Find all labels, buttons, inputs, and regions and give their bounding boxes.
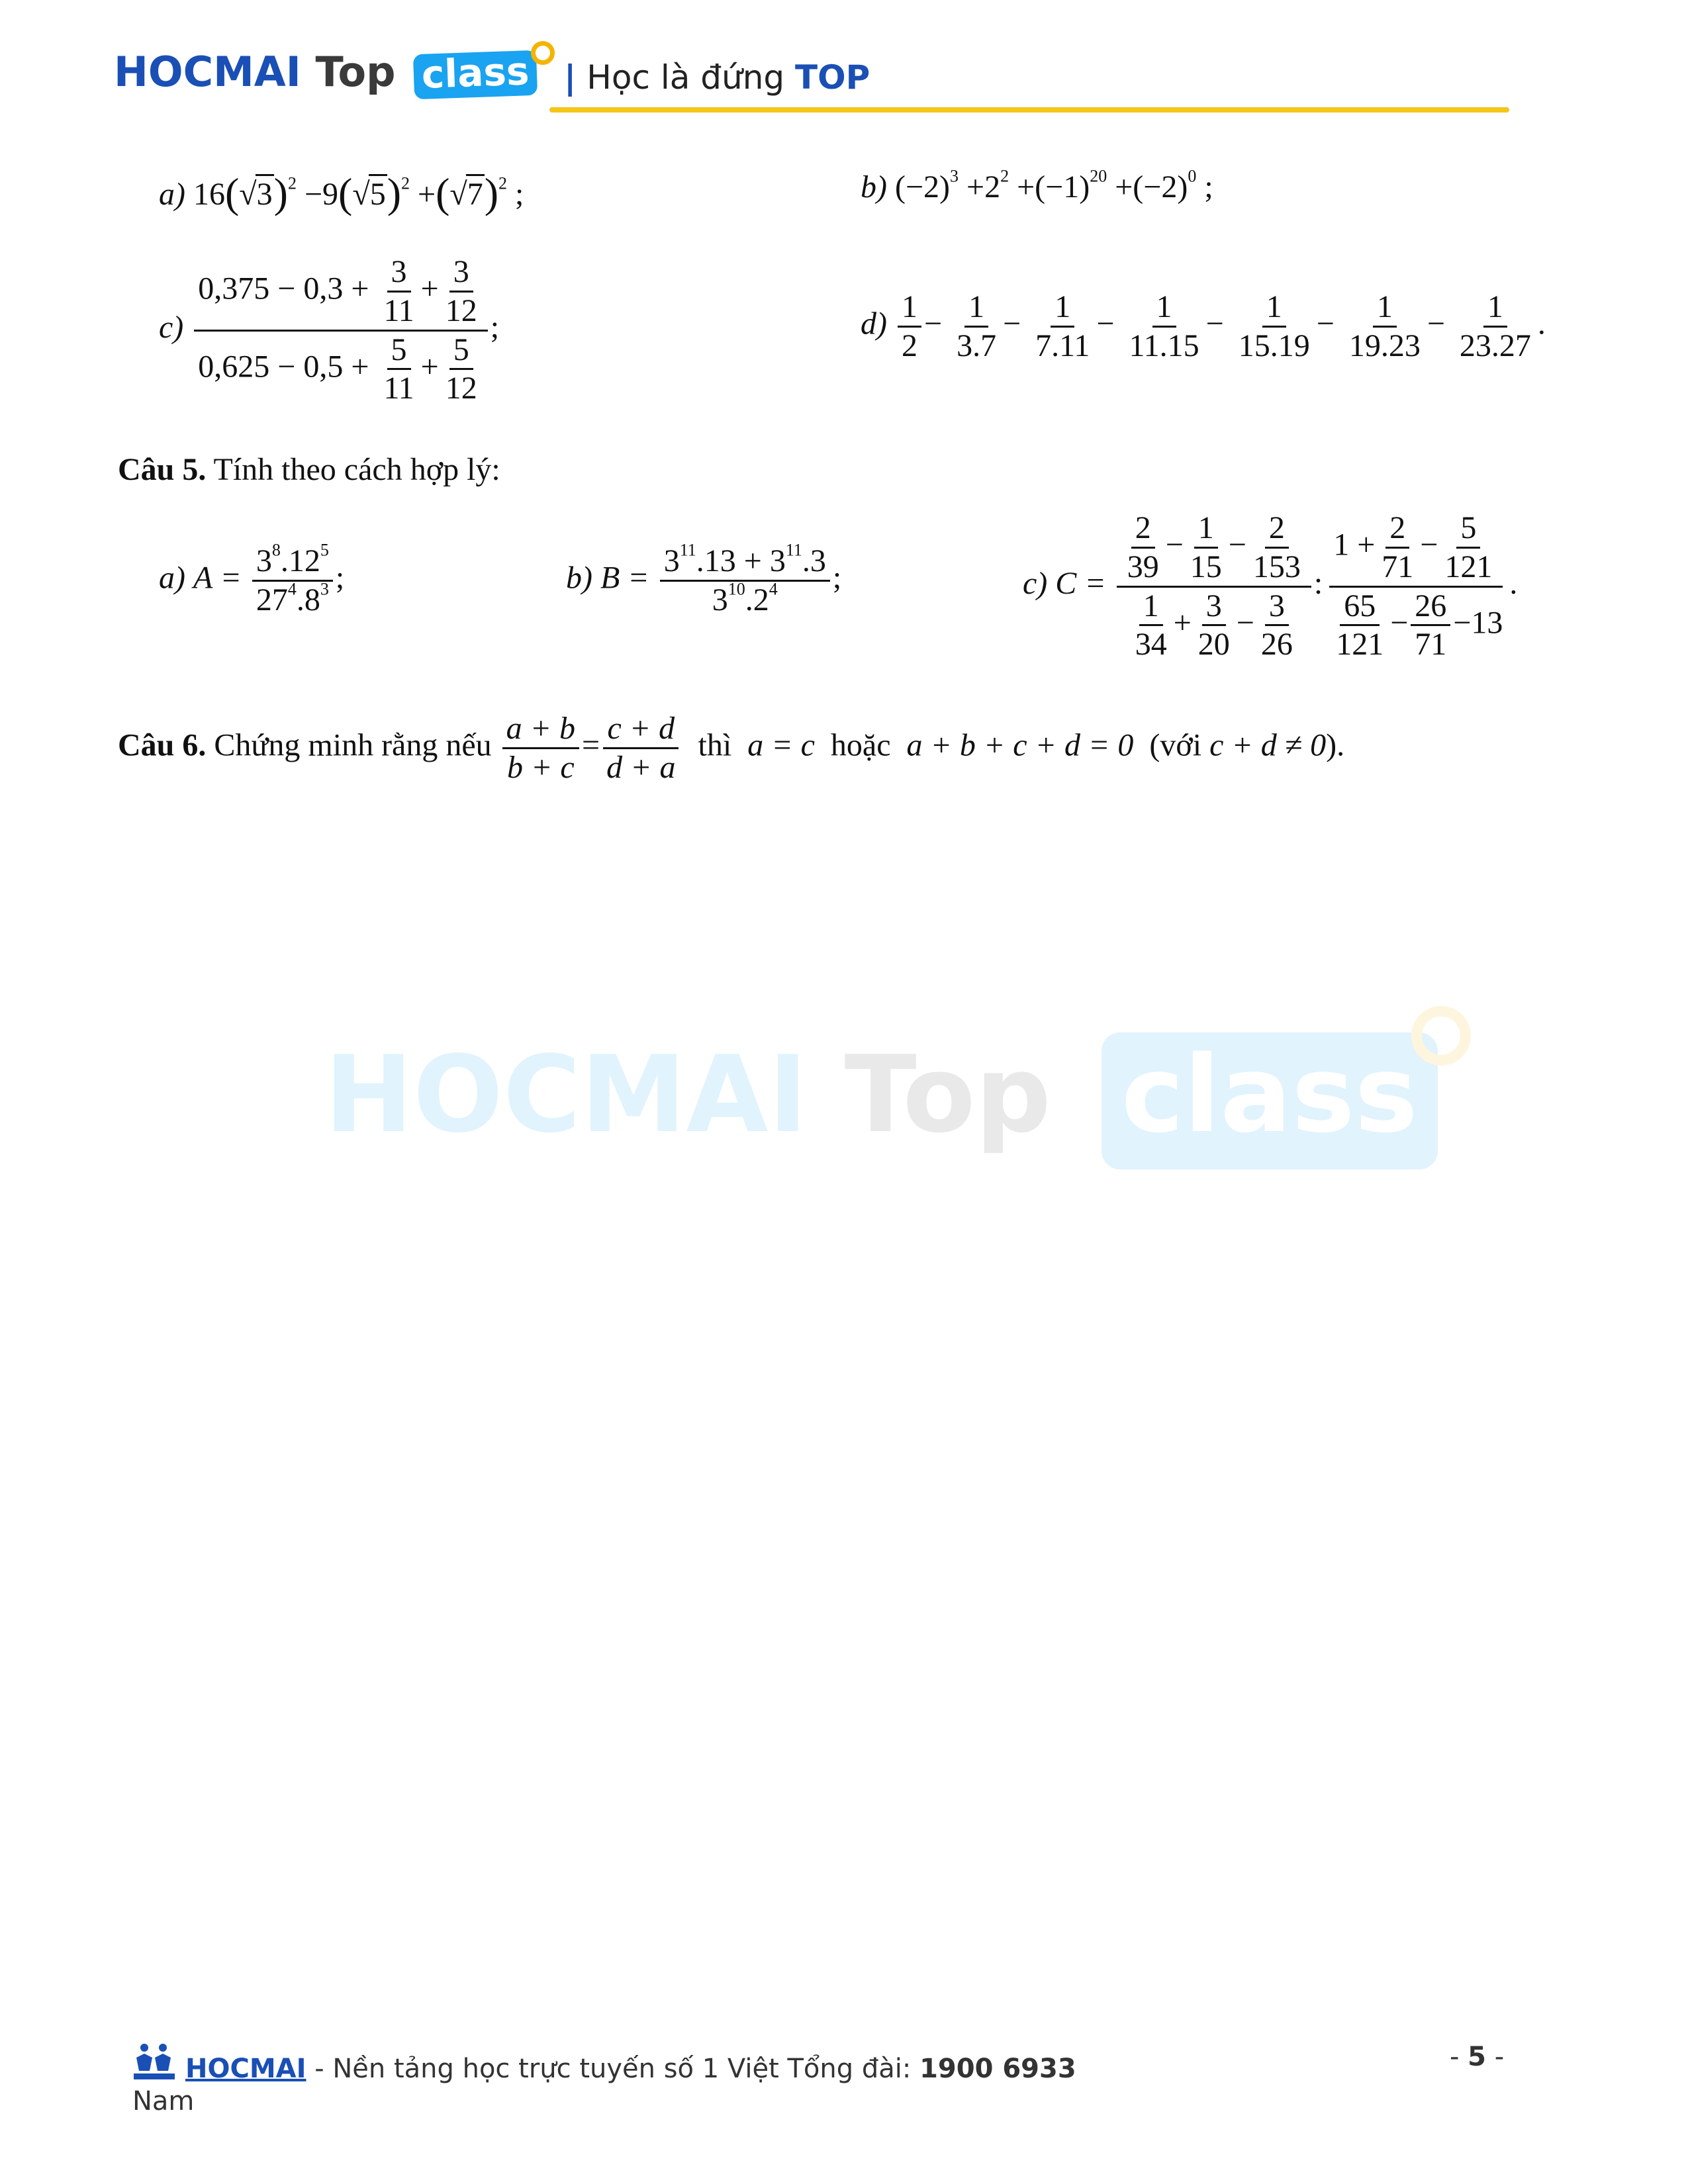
- base: 27: [256, 582, 288, 617]
- page-number: [1450, 2042, 1504, 2072]
- fraction-5c-right: [1325, 511, 1507, 662]
- exp-b2: 2: [1000, 166, 1009, 186]
- fraction-numerator: 2: [1385, 511, 1409, 549]
- hocmai-logo-icon: [132, 2042, 176, 2088]
- fraction-denominator: 121: [1336, 627, 1384, 662]
- logo-top-text: Top: [315, 48, 396, 96]
- radicand-7: 7: [466, 174, 485, 212]
- base: 3: [663, 543, 680, 578]
- fraction-4c-numerator: 0,375 − 0,3 + $\frac{3}{11}$ + $\frac{3}{12}$: [194, 255, 487, 332]
- fraction-numerator: 1: [1262, 290, 1286, 328]
- fraction: [379, 255, 418, 328]
- middle: .13 + 3: [696, 543, 786, 578]
- question-5-heading: [118, 451, 500, 488]
- fraction-denominator: 153: [1252, 549, 1301, 584]
- fraction-d-term: [1235, 290, 1314, 363]
- fraction-denominator: b + c: [507, 749, 575, 785]
- base: .12: [280, 543, 320, 578]
- exponent: 5: [320, 540, 329, 560]
- fraction-d-term: [1345, 290, 1425, 363]
- fraction-denominator: 11: [383, 293, 414, 328]
- fraction-numerator: 5: [449, 333, 473, 371]
- fraction: [1332, 589, 1387, 662]
- fraction-denominator: 12: [445, 371, 477, 406]
- note-close: ).: [1326, 727, 1345, 763]
- fraction-denominator: 7.11: [1035, 328, 1090, 363]
- fraction: [379, 333, 418, 406]
- fraction-numerator: 1: [1152, 290, 1176, 328]
- end-5a: ;: [335, 560, 345, 596]
- end-4d: .: [1537, 306, 1546, 341]
- minus-op: −: [1427, 306, 1445, 341]
- base: 3: [256, 543, 272, 578]
- page-suffix: -: [1486, 2042, 1505, 2072]
- fraction-numerator: 1: [1051, 290, 1074, 328]
- question-5b: [566, 540, 842, 617]
- exponent: 4: [287, 579, 297, 599]
- end-4a: ;: [515, 177, 524, 212]
- footer: [132, 2042, 1076, 2088]
- fraction-denominator: 15: [1190, 549, 1222, 584]
- fraction-denominator: d + a: [606, 749, 676, 785]
- fraction-d-term: [953, 290, 1000, 363]
- fraction-numerator: 5: [1456, 511, 1480, 549]
- problem-4b: [861, 166, 1213, 205]
- or-word: hoặc: [830, 727, 891, 763]
- exp-a3: 2: [498, 173, 508, 193]
- fraction-denominator: 19.23: [1348, 328, 1421, 363]
- fraction-denominator: [252, 579, 333, 617]
- fraction: [1194, 589, 1234, 662]
- fraction-5c-left: [1117, 511, 1311, 662]
- minus-op: −: [1316, 306, 1335, 341]
- fraction-numerator: 3: [1202, 589, 1226, 627]
- question-5-label: Câu 5.: [118, 452, 207, 487]
- fraction-numerator: [660, 540, 830, 582]
- watermark-hocmai: HOCMAI: [324, 1032, 808, 1156]
- fraction: [442, 255, 481, 328]
- end-5b: ;: [832, 560, 842, 596]
- exp-b4: 0: [1188, 166, 1197, 186]
- term-b1: (−2): [894, 169, 951, 205]
- label-4d: d): [861, 306, 887, 341]
- footer-text: - Nền tảng học trực tuyến số 1 Việt: [306, 2054, 788, 2084]
- minus-op: −: [923, 306, 943, 341]
- fraction-numerator: a + b: [502, 711, 579, 749]
- base: .2: [745, 582, 769, 617]
- fraction-d-term: [1456, 290, 1535, 363]
- fraction-numerator: 1: [898, 290, 921, 328]
- fraction-d-term: [1031, 290, 1094, 363]
- fraction-numerator: [252, 540, 333, 582]
- fraction-denominator: [708, 579, 782, 617]
- label-4a: a): [159, 177, 185, 212]
- end-4c: ;: [490, 310, 500, 345]
- term-b3: +(−1): [1017, 169, 1090, 205]
- problem-4c: [159, 255, 499, 406]
- exponent: 11: [785, 540, 802, 560]
- footer-line-2: Nam: [132, 2086, 195, 2116]
- fraction-d-term: [898, 290, 921, 363]
- var-A: A =: [193, 560, 242, 596]
- fraction-numerator: $\frac{2}{39}$ − $\frac{1}{15}$ − $\frac{2}{153}$: [1117, 511, 1311, 588]
- label-5b: b): [566, 560, 592, 596]
- fraction: [1257, 589, 1297, 662]
- den-lead: 0,625 − 0,5 +: [198, 349, 369, 384]
- fraction: [1131, 589, 1171, 662]
- exp-b3: 20: [1090, 166, 1107, 186]
- fraction-q6-right: [602, 711, 679, 785]
- problem-4a: a) $16(√3)^2 -9(√5)^2 +(√7)^2$ ;: [159, 169, 524, 216]
- fraction-numerator: 1: [1139, 589, 1163, 627]
- plus-a: +: [418, 177, 436, 212]
- page-value: 5: [1468, 2042, 1486, 2072]
- page-prefix: -: [1450, 2042, 1468, 2072]
- exp-b1: 3: [950, 166, 959, 186]
- header-slogan: [564, 58, 870, 97]
- fraction-numerator: 2: [1265, 511, 1289, 549]
- fraction-4c-denominator: 0,625 − 0,5 + $\frac{5}{11}$ + $\frac{5}{12}$: [194, 332, 487, 406]
- label-4b: b): [861, 169, 887, 205]
- fraction-denominator: 39: [1127, 549, 1159, 584]
- coef-minus9: −9: [304, 177, 339, 212]
- var-C: C =: [1055, 566, 1106, 602]
- fraction: [1411, 589, 1450, 662]
- fraction-d-term: [1125, 290, 1203, 363]
- fraction: [1123, 511, 1163, 584]
- fraction-q6-left: [502, 711, 579, 785]
- question-5-text: Tính theo cách hợp lý:: [206, 452, 500, 487]
- fraction: [1249, 511, 1305, 584]
- end-4b: ;: [1204, 169, 1213, 205]
- fraction: [442, 333, 481, 406]
- var-B: B =: [600, 560, 649, 596]
- fraction-denominator: 34: [1135, 627, 1167, 662]
- footer-hotline-label: Tổng đài:: [787, 2054, 920, 2084]
- exponent: 3: [320, 579, 329, 599]
- label-4c: c): [159, 310, 184, 345]
- condition-1: a = c: [747, 727, 815, 763]
- slogan-text: Học là đứng: [586, 58, 796, 97]
- end-5c: .: [1509, 566, 1518, 602]
- fraction: [1440, 511, 1496, 584]
- fraction-denominator: 15.19: [1238, 328, 1310, 363]
- fraction-5a: [252, 540, 333, 617]
- fraction-numerator: 26: [1411, 589, 1450, 627]
- tail: −13: [1453, 605, 1503, 640]
- fraction-denominator: 71: [1382, 549, 1414, 584]
- question-5a: [159, 540, 345, 617]
- header-logo: [114, 48, 538, 97]
- fraction-5b: [660, 540, 830, 617]
- fraction-denominator: 121: [1444, 549, 1493, 584]
- fraction-numerator: 1: [1483, 290, 1507, 328]
- question-6: [118, 711, 1344, 785]
- exponent: 11: [679, 540, 696, 560]
- logo-hocmai-text: HOCMAI: [114, 48, 301, 96]
- coef-16: 16: [193, 177, 225, 212]
- logo-class-badge: class: [413, 50, 538, 99]
- radicand-3: 3: [256, 174, 274, 212]
- fraction-denominator: 11.15: [1129, 328, 1199, 363]
- slogan-top: TOP: [795, 58, 870, 97]
- note-open: (với: [1149, 727, 1202, 763]
- label-5c: c): [1023, 566, 1048, 602]
- fraction-numerator: c + d: [603, 711, 679, 749]
- base: .8: [296, 582, 320, 617]
- watermark-logo: [324, 1032, 1438, 1169]
- problem-4d: [861, 290, 1546, 363]
- fraction: [1378, 511, 1417, 584]
- fraction-numerator: 3: [387, 255, 411, 293]
- fraction-denominator: 23.27: [1459, 328, 1531, 363]
- fraction-numerator: 5: [387, 333, 411, 371]
- fraction-4c-main: [194, 255, 487, 406]
- colon-op: :: [1313, 566, 1323, 602]
- exponent: 4: [769, 579, 778, 599]
- fraction-numerator: 2: [1131, 511, 1155, 549]
- equals-op: =: [582, 727, 600, 763]
- minus-op: −: [1003, 306, 1021, 341]
- num-lead: 0,375 − 0,3 +: [198, 271, 369, 306]
- watermark-class: class: [1102, 1032, 1438, 1169]
- minus-op: −: [1096, 306, 1115, 341]
- question-6-label: Câu 6.: [118, 727, 207, 763]
- fraction-numerator: 1 + $\frac{2}{71}$ − $\frac{5}{121}$: [1329, 511, 1503, 588]
- fraction-denominator: $\frac{65}{121}$ − $\frac{26}{71}$ −13: [1325, 588, 1507, 662]
- watermark-sun-icon: [1411, 1006, 1471, 1066]
- question-5c: [1023, 511, 1517, 662]
- term-b2: +2: [966, 169, 1001, 205]
- minus-op: −: [1205, 306, 1224, 341]
- fraction-numerator: 1: [1373, 290, 1397, 328]
- fraction-denominator: $\frac{1}{34}$ + $\frac{3}{20}$ − $\frac{3}{26}$: [1125, 588, 1303, 662]
- question-6-text: Chứng minh rằng nếu: [206, 727, 492, 763]
- exp-a2: 2: [401, 173, 410, 193]
- fraction: [1186, 511, 1226, 584]
- exponent: 8: [271, 540, 281, 560]
- tail: .3: [802, 543, 826, 578]
- fraction-denominator: 26: [1260, 627, 1293, 662]
- sun-icon: [531, 41, 555, 65]
- fraction-denominator: 11: [383, 371, 414, 406]
- exp-a1: 2: [287, 173, 297, 193]
- fraction-numerator: 1: [1194, 511, 1218, 549]
- label-5a: a): [159, 560, 185, 596]
- radicand-5: 5: [369, 174, 387, 212]
- watermark-top: Top: [844, 1032, 1051, 1156]
- fraction-denominator: 71: [1415, 627, 1447, 662]
- note-condition: c + d ≠ 0: [1209, 727, 1327, 763]
- fraction-denominator: 3.7: [957, 328, 997, 363]
- footer-hotline: 1900 6933: [919, 2054, 1076, 2084]
- then-word: thì: [698, 727, 732, 763]
- lead: 1 +: [1333, 527, 1376, 563]
- exponent: 10: [727, 579, 745, 599]
- slogan-bar: |: [564, 58, 577, 97]
- condition-2: a + b + c + d = 0: [906, 727, 1134, 763]
- term-b4: +(−2): [1115, 169, 1188, 205]
- fraction-numerator: 3: [1265, 589, 1289, 627]
- fraction-denominator: 2: [901, 328, 917, 363]
- footer-brand-link[interactable]: HOCMAI: [185, 2054, 306, 2084]
- header-divider: [549, 107, 1509, 113]
- fraction-numerator: 65: [1340, 589, 1380, 627]
- fraction-numerator: 1: [964, 290, 988, 328]
- fraction-numerator: 3: [449, 255, 473, 293]
- base: 3: [712, 582, 728, 617]
- fraction-denominator: 12: [445, 293, 477, 328]
- fraction-denominator: 20: [1197, 627, 1230, 662]
